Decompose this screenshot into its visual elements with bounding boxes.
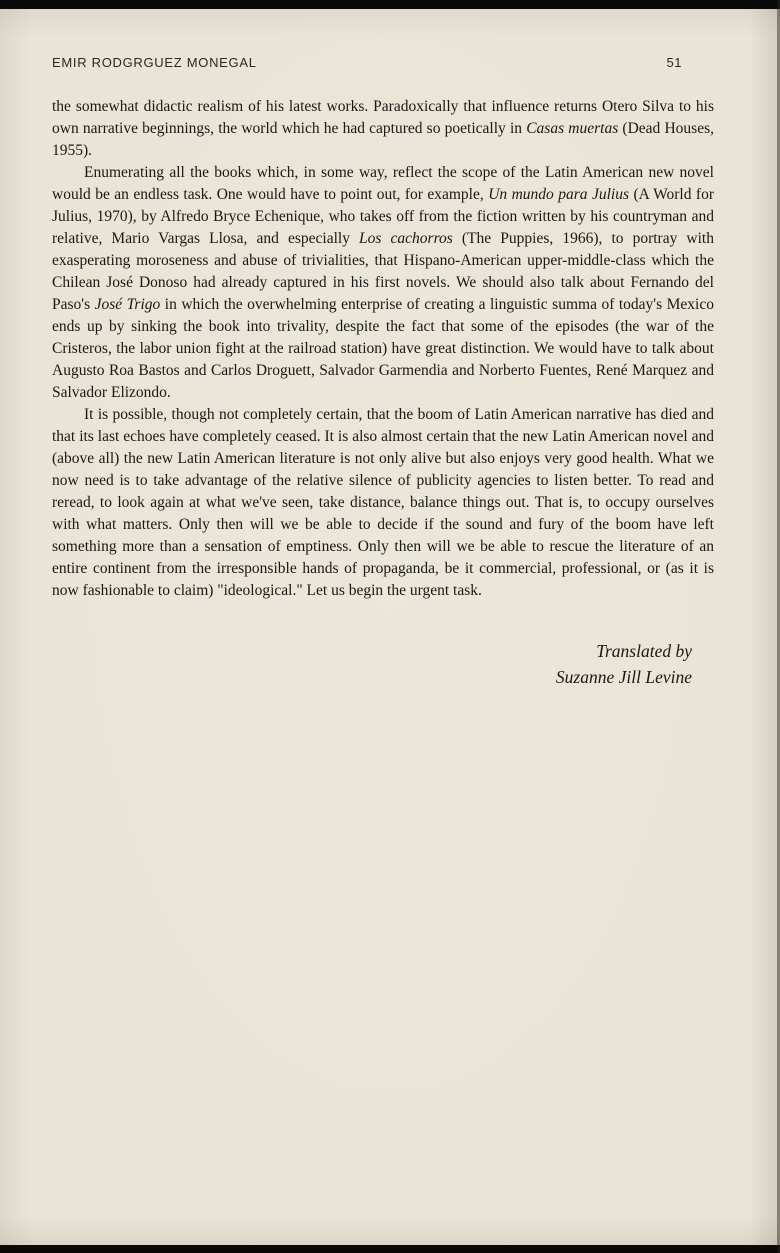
signature-line2: Suzanne Jill Levine bbox=[555, 667, 692, 687]
text-run: It is possible, though not completely certain, that the boom of Latin American narrative has died and that its last echoes have completely ceased. It is also almost certain that the new Latin American novel and (above all) the new Latin American literature is not only alive but also enjoys very good health. What we now need is to take advantage of the relative silence of publicity agencies to listen better. To read and reread, to look again at what we've seen, take distance, balance things out. That is, to occupy ourselves with what matters. Only then will we be able to decide if the sound and fury of the boom have left something more than a sensation of emptiness. Only then will we be able to rescue the literature of an entire continent from the irresponsible hands of propaganda, be it commercial, professional, or (as it is now fashionable to claim) "ideological." Let us begin the urgent task. bbox=[52, 406, 714, 599]
page-header bbox=[52, 55, 714, 70]
italic-text-run: Un mundo para Julius bbox=[488, 186, 629, 203]
paragraph bbox=[52, 162, 714, 404]
scan-edge-bottom bbox=[0, 1245, 780, 1253]
text-run: (The Puppies, 1966), to portray with exasperating moroseness and abuse of trivialities, that Hispano-American upper-middle-class which the Chilean José Donoso had already captured in his first novels. We should also talk about Fernando del Paso's bbox=[52, 230, 714, 313]
header-page-number: 51 bbox=[666, 55, 682, 70]
text-run: in which the overwhelming enterprise of creating a linguistic summa of today's Mexico ends up by sinking the book into trivality, despite the fact that some of the episodes (the war of the Cristeros, the labor union fight at the railroad station) have great distinction. We would have to talk about Augusto Roa Bastos and Carlos Droguett, Salvador Garmendia and Norberto Fuentes, René Marquez and Salvador Elizondo. bbox=[52, 296, 714, 401]
signature-line1: Translated by bbox=[596, 641, 692, 661]
paragraph bbox=[52, 404, 714, 602]
header-author: EMIR RODGRGUEZ MONEGAL bbox=[52, 55, 257, 70]
signature bbox=[52, 638, 714, 690]
text-run: (Dead Houses, 1955). bbox=[52, 120, 714, 159]
paragraph bbox=[52, 96, 714, 162]
text-run: the somewhat didactic realism of his latest works. Paradoxically that influence returns Otero Silva to his own narrative beginnings, the world which he had captured so poetically in bbox=[52, 98, 714, 137]
text-block bbox=[52, 96, 714, 602]
text-run: (A World for Julius, 1970), by Alfredo Bryce Echenique, who takes off from the fiction written by his countryman and relative, Mario Vargas Llosa, and especially bbox=[52, 186, 714, 247]
italic-text-run: Los cachorros bbox=[359, 230, 453, 247]
text-run: Enumerating all the books which, in some way, reflect the scope of the Latin American new novel would be an endless task. One would have to point out, for example, bbox=[52, 164, 714, 203]
italic-text-run: Casas muertas bbox=[526, 120, 619, 137]
italic-text-run: José Trigo bbox=[94, 296, 161, 313]
